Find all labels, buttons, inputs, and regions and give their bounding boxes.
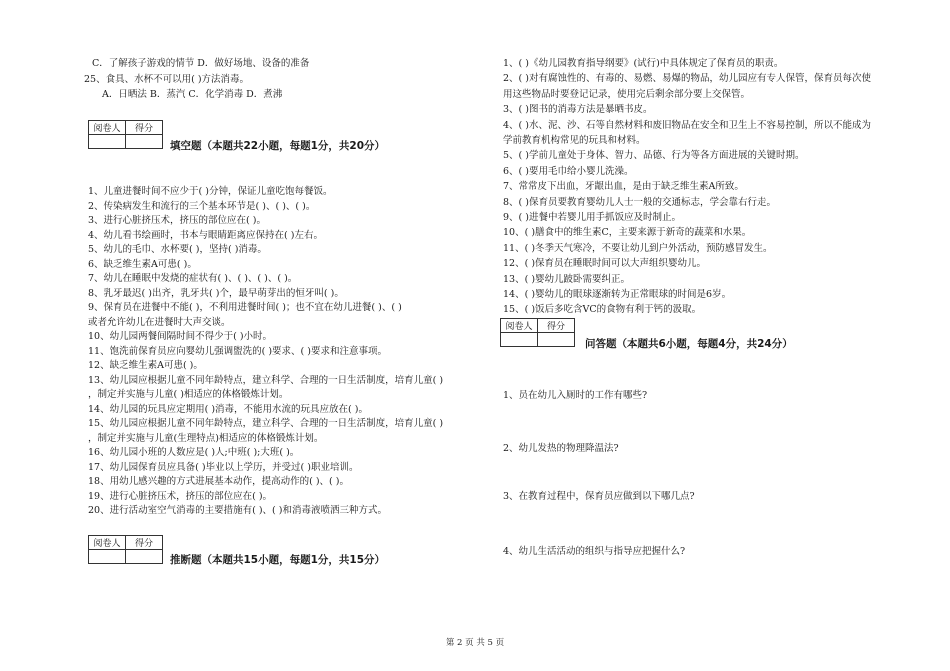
qa-question: 1、员在幼儿入厕时的工作有哪些? (503, 390, 648, 401)
fill-item: 2、传染病发生和流行的三个基本环节是( )、( )、( )。 (88, 200, 316, 212)
qa-question: 4、幼儿生活活动的组织与指导应把握什么? (503, 546, 686, 557)
judge-item: 14、( )婴幼儿的眼球逐渐转为正常眼球的时间是6岁。 (503, 289, 732, 300)
qa-question: 3、在教育过程中，保育员应做到以下哪几点? (503, 491, 695, 502)
fill-item: 3、进行心脏挤压术，挤压的部位应在( )。 (88, 215, 266, 226)
judge-item: 7、常常皮下出血，牙龈出血，是由于缺乏维生素A所致。 (503, 181, 744, 193)
judge-item: 用这些物品时要登记记录，使用完后剩余部分要上交保管。 (503, 88, 751, 100)
grader-label: 阅卷人 (89, 121, 126, 135)
score-box-judge (88, 535, 163, 564)
judge-item: 10、( )膳食中的维生素C，主要来源于新奇的蔬菜和水果。 (503, 227, 752, 239)
fill-item: 7、幼儿在睡眠中发烧的症状有( )、( )、( )、( )。 (88, 273, 298, 284)
fill-item: 18、用幼儿感兴趣的方式进展基本动作，提高动作的( )、( )。 (88, 476, 349, 487)
fill-item: 10、幼儿园两餐间隔时间不得少于( )小时。 (88, 331, 273, 342)
judge-item: 3、( )图书的消毒方法是暴晒书皮。 (503, 104, 653, 116)
fill-item: 20、进行活动室空气消毒的主要措施有( )、( )和消毒液喷洒三种方式。 (88, 505, 387, 516)
fill-item: 1、儿童进餐时间不应少于( )分钟，保证儿童吃饱每餐饭。 (88, 186, 333, 197)
judge-section-title: 推断题（本题共15小题，每题1分，共15分） (170, 554, 386, 566)
judge-item: 8、( )保育员要教育婴幼儿人士一般的交通标志，学会靠右行走。 (503, 196, 776, 208)
fill-item: 12、缺乏维生素A可患( )。 (88, 360, 203, 371)
fill-item: 13、幼儿园应根据儿童不同年龄特点，建立科学、合理的一日生活制度，培育儿童( ) (88, 374, 444, 386)
question-25-options: A．日晒法 B．蒸汽 C．化学消毒 D．煮沸 (102, 89, 283, 100)
judge-item: 12、( )保育员在睡眠时间可以大声组织婴幼儿。 (503, 258, 707, 270)
score-label: 得分 (126, 536, 163, 550)
fill-item: 9、保育员在进餐中不能( )，不利用进餐时间( )；也不宜在幼儿进餐( )、( ) (88, 302, 402, 313)
fill-item: 4、幼儿看书绘画时，书本与眼睛距离应保持在( )左右。 (88, 229, 323, 241)
score-label: 得分 (126, 121, 163, 135)
judge-item: 6、( )要用毛巾给小婴儿洗澡。 (503, 165, 634, 177)
grader-cell (89, 550, 126, 564)
fill-item: ，制定并实施与儿童( )相适应的体格锻炼计划。 (88, 389, 289, 400)
score-cell (126, 135, 163, 149)
page-footer: 第 2 页 共 5 页 (445, 638, 505, 648)
fill-item: ，制定并实施与儿童(生理特点)相适应的体格锻炼计划。 (88, 432, 324, 444)
qa-question: 2、幼儿发热的物理降温法? (503, 443, 619, 454)
judge-item: 13、( )婴幼儿跛卧需要纠正。 (503, 273, 631, 285)
grader-cell (501, 333, 538, 347)
fill-item: 14、幼儿园的玩具应定期用( )消毒，不能用水流的玩具应放在( )。 (88, 403, 368, 415)
judge-item: 11、( )冬季天气寒冷，不要让幼儿到户外活动，预防感冒发生。 (503, 242, 773, 254)
grader-cell (89, 135, 126, 149)
judge-item: 学前教育机构常见的玩具和材料。 (503, 135, 646, 146)
fill-item: 16、幼儿园小班的人数应是( )人;中班( );大班( )。 (88, 447, 300, 458)
score-label: 得分 (538, 319, 575, 333)
fill-item: 15、幼儿园应根据儿童不同年龄特点，建立科学、合理的一日生活制度，培育儿童( ) (88, 418, 444, 429)
fill-section-title: 填空题（本题共22小题，每题1分，共20分） (170, 140, 386, 152)
score-cell (538, 333, 575, 347)
question-25: 25、食具、水杯不可以用( )方法消毒。 (84, 74, 250, 85)
score-cell (126, 550, 163, 564)
judge-item: 15、( )饭后多吃含VC的食物有利于钙的汲取。 (503, 304, 702, 316)
qa-section-title: 问答题（本题共6小题，每题4分，共24分） (585, 338, 793, 350)
judge-item: 4、( )水、泥、沙、石等自然材料和废旧物品在安全和卫生上不容易控制，所以不能成为 (503, 119, 871, 131)
grader-label: 阅卷人 (89, 536, 126, 550)
fill-item: 8、乳牙最迟( )出齐，乳牙共( )个，最早萌芽出的恒牙叫( )。 (88, 287, 344, 299)
score-box-fill (88, 120, 163, 149)
fill-item: 5、幼儿的毛巾、水杯要( )，坚持( )消毒。 (88, 244, 267, 255)
score-box-qa (500, 318, 575, 347)
fill-item: 11、饱洗前保育员应向婴幼儿强调盥洗的( )要求、( )要求和注意事项。 (88, 345, 387, 357)
fill-item: 19、进行心脏挤压术，挤压的部位应在( )。 (88, 490, 273, 502)
fill-item: 6、缺乏维生素A可患( )。 (88, 258, 197, 270)
option-line-cd: C．了解孩子游戏的情节 D．做好场地、设备的准备 (92, 58, 310, 69)
judge-item: 1、( )《幼儿园教育指导纲要》(试行)中具体规定了保育员的职责。 (503, 58, 784, 69)
judge-item: 5、( )学前儿童处于身体、智力、品德、行为等各方面进展的关键时期。 (503, 150, 805, 162)
grader-label: 阅卷人 (501, 319, 538, 333)
fill-item: 或者允许幼儿在进餐时大声交谈。 (88, 316, 231, 328)
judge-item: 2、( )对有腐蚀性的、有毒的、易燃、易爆的物品，幼儿园应有专人保管，保育员每次使 (503, 73, 871, 85)
fill-item: 17、幼儿园保育员应具备( )毕业以上学历，并受过( )职业培训。 (88, 461, 359, 473)
judge-item: 9、( )进餐中若婴儿用手抓饭应及时制止。 (503, 212, 681, 223)
